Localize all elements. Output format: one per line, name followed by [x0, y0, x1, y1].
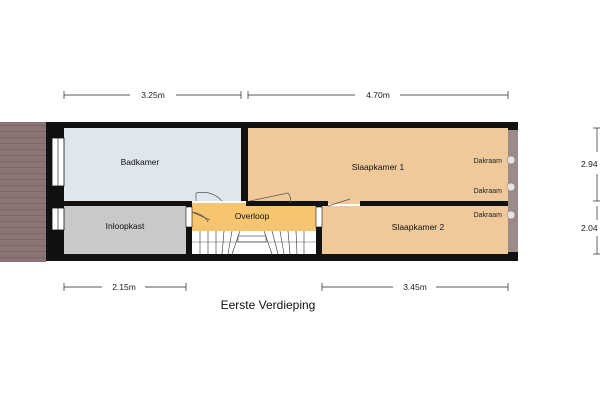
- roof-strip: [0, 122, 46, 262]
- right-dimension-lines: [593, 128, 600, 254]
- dimension-right-upper: 2.94: [581, 159, 598, 169]
- dimension-right-lower: 2.04: [581, 223, 598, 233]
- skylight-label-1: Dakraam: [473, 158, 502, 165]
- closet-label: Inloopkast: [105, 221, 145, 231]
- skylight-label-2: Dakraam: [473, 188, 502, 195]
- dimension-bottom-right: 3.45m: [403, 282, 427, 292]
- dimension-top-right: 4.70m: [366, 90, 390, 100]
- staircase: [192, 231, 316, 254]
- skylight-label-3: Dakraam: [473, 212, 502, 219]
- dimension-top-left: 3.25m: [141, 90, 165, 100]
- landing-label: Overloop: [234, 211, 270, 221]
- dimension-bottom-left: 2.15m: [112, 282, 136, 292]
- bedroom-2-label: Slaapkamer 2: [391, 222, 445, 232]
- bedroom-1-label: Slaapkamer 1: [351, 162, 405, 172]
- top-dimension-lines: [64, 91, 508, 99]
- bathroom-label: Badkamer: [120, 157, 160, 167]
- left-windows: [52, 138, 64, 230]
- floor-title: Eerste Verdieping: [220, 298, 316, 312]
